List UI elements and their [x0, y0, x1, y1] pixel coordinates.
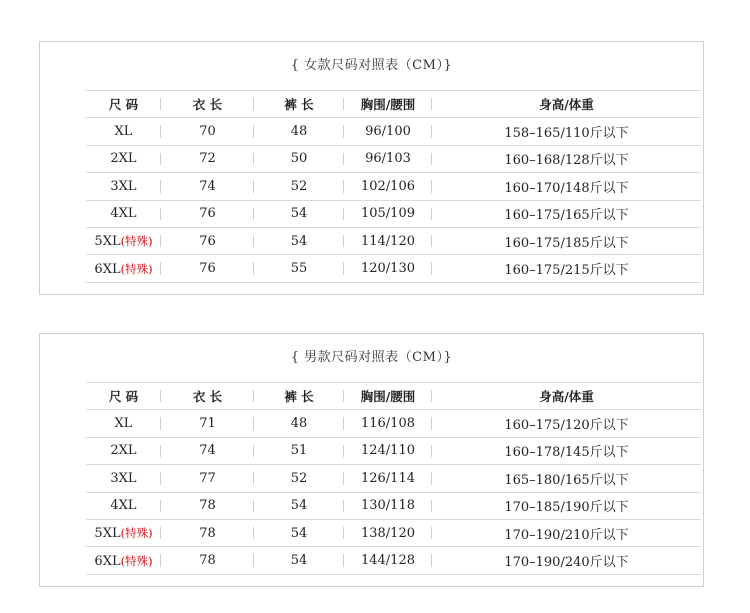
pants-cell: 54	[254, 547, 344, 574]
table-row	[86, 200, 701, 227]
pants-cell: 54	[254, 519, 344, 546]
size-value: 2XL	[110, 443, 137, 459]
pants-cell: 48	[254, 118, 344, 145]
length-cell: 71	[161, 410, 254, 437]
header-size: 尺 码	[86, 383, 161, 410]
pants-cell: 55	[254, 255, 344, 282]
pants-cell: 54	[254, 227, 344, 254]
table-row	[86, 173, 701, 200]
size-value: 3XL	[110, 470, 137, 486]
header-height-weight: 身高/体重	[432, 383, 701, 410]
height-weight-cell: 170–190/210斤以下	[432, 519, 701, 546]
length-cell: 77	[161, 465, 254, 492]
height-weight-cell: 170–190/240斤以下	[432, 547, 701, 574]
size-value: 5XL	[94, 526, 121, 542]
table-row	[86, 547, 701, 574]
chest-waist-cell: 120/130	[344, 255, 432, 282]
men-size-chart	[39, 333, 704, 587]
women-chart-title: { 女款尺码对照表（CM）}	[290, 58, 453, 73]
header-length: 衣 长	[161, 383, 254, 410]
table-row	[86, 145, 701, 172]
special-note: (特殊)	[120, 261, 153, 276]
chest-waist-cell: 126/114	[344, 465, 432, 492]
height-weight-cell: 170–185/190斤以下	[432, 492, 701, 519]
size-cell	[86, 255, 161, 282]
length-cell: 78	[161, 547, 254, 574]
size-cell	[86, 410, 161, 437]
men-chart-title: { 男款尺码对照表（CM）}	[290, 350, 453, 365]
table-row	[86, 437, 701, 464]
height-weight-cell: 158–165/110斤以下	[432, 118, 701, 145]
length-cell: 76	[161, 255, 254, 282]
pants-cell: 54	[254, 200, 344, 227]
header-height-weight: 身高/体重	[432, 91, 701, 118]
special-note: (特殊)	[120, 234, 153, 249]
length-cell: 78	[161, 519, 254, 546]
header-chest-waist: 胸围/腰围	[344, 383, 432, 410]
size-cell	[86, 200, 161, 227]
chest-waist-cell: 130/118	[344, 492, 432, 519]
size-value: XL	[114, 124, 133, 140]
pants-cell: 52	[254, 465, 344, 492]
size-value: 4XL	[110, 206, 137, 222]
length-cell: 74	[161, 437, 254, 464]
length-cell: 70	[161, 118, 254, 145]
table-row	[86, 492, 701, 519]
height-weight-cell: 160–175/215斤以下	[432, 255, 701, 282]
table-header-row	[86, 91, 701, 118]
women-size-chart	[39, 41, 704, 295]
size-cell	[86, 437, 161, 464]
table-row	[86, 118, 701, 145]
length-cell: 72	[161, 145, 254, 172]
length-cell: 76	[161, 200, 254, 227]
table-row	[86, 227, 701, 254]
size-cell	[86, 173, 161, 200]
chest-waist-cell: 102/106	[344, 173, 432, 200]
height-weight-cell: 160–175/185斤以下	[432, 227, 701, 254]
height-weight-cell: 160–178/145斤以下	[432, 437, 701, 464]
men-size-table	[86, 382, 701, 575]
size-value: XL	[114, 416, 133, 432]
size-cell	[86, 492, 161, 519]
chest-waist-cell: 96/103	[344, 145, 432, 172]
special-note: (特殊)	[120, 553, 153, 568]
size-cell	[86, 227, 161, 254]
table-row	[86, 519, 701, 546]
size-cell	[86, 547, 161, 574]
pants-cell: 52	[254, 173, 344, 200]
chest-waist-cell: 144/128	[344, 547, 432, 574]
header-pants: 裤 长	[254, 91, 344, 118]
size-value: 4XL	[110, 498, 137, 514]
size-cell	[86, 519, 161, 546]
header-chest-waist: 胸围/腰围	[344, 91, 432, 118]
size-value: 3XL	[110, 178, 137, 194]
pants-cell: 54	[254, 492, 344, 519]
size-cell	[86, 118, 161, 145]
chest-waist-cell: 114/120	[344, 227, 432, 254]
pants-cell: 51	[254, 437, 344, 464]
height-weight-cell: 160–175/165斤以下	[432, 200, 701, 227]
size-value: 2XL	[110, 151, 137, 167]
height-weight-cell: 160–168/128斤以下	[432, 145, 701, 172]
header-length: 衣 长	[161, 91, 254, 118]
height-weight-cell: 160–170/148斤以下	[432, 173, 701, 200]
table-row	[86, 465, 701, 492]
size-cell	[86, 145, 161, 172]
women-size-table	[86, 90, 701, 283]
size-value: 6XL	[94, 553, 121, 569]
length-cell: 76	[161, 227, 254, 254]
length-cell: 74	[161, 173, 254, 200]
special-note: (特殊)	[120, 526, 153, 541]
size-cell	[86, 465, 161, 492]
chest-waist-cell: 116/108	[344, 410, 432, 437]
height-weight-cell: 160–175/120斤以下	[432, 410, 701, 437]
height-weight-cell: 165–180/165斤以下	[432, 465, 701, 492]
table-header-row	[86, 383, 701, 410]
pants-cell: 48	[254, 410, 344, 437]
chest-waist-cell: 96/100	[344, 118, 432, 145]
chest-waist-cell: 105/109	[344, 200, 432, 227]
size-value: 6XL	[94, 261, 121, 277]
table-row	[86, 255, 701, 282]
size-value: 5XL	[94, 234, 121, 250]
chest-waist-cell: 138/120	[344, 519, 432, 546]
length-cell: 78	[161, 492, 254, 519]
table-row	[86, 410, 701, 437]
chest-waist-cell: 124/110	[344, 437, 432, 464]
header-size: 尺 码	[86, 91, 161, 118]
pants-cell: 50	[254, 145, 344, 172]
header-pants: 裤 长	[254, 383, 344, 410]
